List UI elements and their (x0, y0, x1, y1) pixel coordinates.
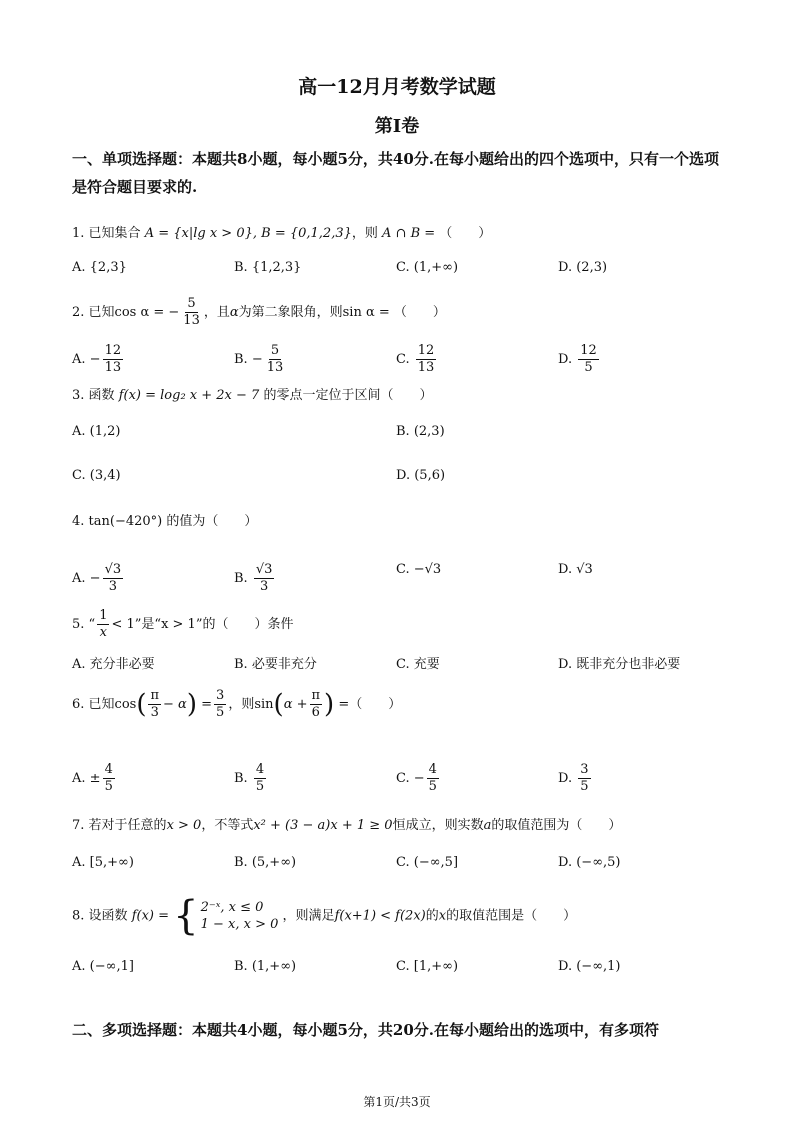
question-text: 为第二象限角，则sin α = (238, 305, 390, 320)
question-text: 的 (425, 908, 439, 924)
fraction: $\frac{\pi}{6}$ (311, 688, 321, 720)
option-label: D. (558, 771, 577, 786)
option-label: C. (396, 855, 414, 870)
option-label: C. (396, 771, 414, 786)
option-c (396, 959, 458, 974)
fraction: $\frac{4}{5}$ (255, 762, 265, 794)
question-text: 若对于任意的 (88, 818, 167, 833)
question-text: ，则满足 (282, 908, 335, 924)
option-text: {1,2,3} (251, 260, 302, 275)
option-label: C. (72, 468, 90, 483)
option-b: B. − $\frac{5}{13}$ (234, 343, 284, 375)
fraction: $\frac{√3}{3}$ (255, 562, 273, 594)
option-label: C. (396, 959, 414, 974)
option-label: C. (396, 657, 414, 672)
option-text: {2,3} (89, 260, 127, 275)
option-text: (1,+∞) (413, 260, 459, 275)
option-d (558, 260, 607, 275)
question-number: 7. (72, 818, 85, 833)
option-text: (−∞,5) (576, 855, 621, 870)
option-label: B. (234, 855, 252, 870)
math-expression: A = {x|lg x > 0}, B = {0,1,2,3} (144, 226, 352, 241)
option-label: D. (558, 959, 577, 974)
answer-blank: （ ） (439, 226, 492, 241)
question-text: ，且 (203, 305, 230, 320)
option-label: D. (558, 855, 577, 870)
option-label: B. (234, 571, 252, 586)
option-c (396, 562, 441, 577)
option-d (396, 468, 445, 483)
question-number: 2. (72, 305, 85, 320)
option-b (396, 424, 445, 439)
fraction: $\frac{12}{13}$ (104, 343, 122, 375)
page-title: 高一12月月考数学试题 (298, 76, 496, 98)
question-text: 设函数 (88, 908, 128, 924)
option-b (234, 562, 276, 595)
option-text: 充分非必要 (89, 657, 155, 672)
fraction: $\frac{3}{5}$ (580, 762, 589, 794)
option-c (396, 343, 438, 376)
option-a: A. − $\frac{√3}{3}$ (72, 562, 122, 594)
math-expression: f(x+1) < f(2x) (334, 908, 426, 924)
question-text: < 1”是“x > 1”的（ ）条件 (111, 617, 294, 632)
math-symbol: α (229, 305, 239, 320)
question-text: ，则 (351, 226, 378, 241)
question-6: 6. 已知cos( $\frac{\pi}{3}$ − α) = $\frac{3}{5}$ ，则sin(α + $\frac{\pi}{6}$ ) =（ ） (72, 688, 402, 720)
question-number: 4. (72, 514, 85, 529)
fraction: $\frac{12}{13}$ (417, 343, 435, 375)
option-label: B. (234, 657, 252, 672)
option-d (558, 653, 680, 672)
option-label: A. (72, 424, 90, 439)
question-text: 的值为（ ） (166, 514, 258, 529)
option-a (72, 653, 155, 672)
question-8: 8. 设函数 f(x) = { 2⁻ˣ, x ≤ 0 1 − x, x > 0 ，则满足f(x+1) < f(2x)的x的取值范围是（ ） (72, 893, 577, 939)
question-number: 6. (72, 697, 85, 712)
option-text: (1,2) (89, 424, 121, 439)
option-label: A. (72, 657, 90, 672)
option-text: 充要 (413, 657, 440, 672)
option-text: 既非充分也非必要 (576, 657, 681, 672)
option-label: A. (72, 959, 90, 974)
option-text: (1,+∞) (251, 959, 297, 974)
fraction: $\frac{√3}{3}$ (104, 562, 122, 594)
option-label: D. (558, 562, 577, 577)
option-label: D. (558, 352, 577, 367)
fraction: $\frac{1}{x}$ (99, 608, 108, 640)
option-label: A. (72, 352, 90, 367)
option-label: A. (72, 571, 90, 586)
math-expression: x > 0 (166, 818, 202, 833)
question-text: 已知cos (88, 697, 137, 712)
question-text: 的取值范围为（ ） (491, 818, 622, 833)
option-label: C. (396, 260, 414, 275)
option-label: D. (558, 657, 577, 672)
option-text: (−∞,1] (89, 959, 134, 974)
option-text: (2,3) (576, 260, 608, 275)
fraction: $\frac{3}{5}$ (216, 688, 225, 720)
fraction: $\frac{5}{13}$ (183, 296, 200, 328)
fraction: $\frac{4}{5}$ (428, 762, 437, 794)
question-5 (72, 608, 293, 641)
math-expression: f(x) = log₂ x + 2x − 7 (118, 388, 260, 403)
fraction: $\frac{5}{13}$ (266, 343, 284, 375)
option-c (396, 653, 440, 672)
option-a (72, 959, 134, 974)
section-1-heading: 一、单项选择题：本题共8小题，每小题5分，共40分.在每小题给出的四个选项中，只有一个选项是符合题目要求的. (72, 150, 719, 196)
page-footer: 第1页/共3页 (363, 1095, 431, 1109)
option-text: (3,4) (89, 468, 121, 483)
option-text: 必要非充分 (251, 657, 317, 672)
option-c (396, 260, 458, 275)
question-text: 恒成立，则实数 (392, 818, 484, 833)
option-label: C. (396, 562, 414, 577)
option-text: (5,+∞) (251, 855, 297, 870)
option-label: A. (72, 855, 90, 870)
option-d (558, 762, 593, 795)
question-3 (72, 384, 432, 403)
math-expression: f(x) = (131, 908, 170, 924)
option-text: (−∞,5] (413, 855, 459, 870)
option-text: [1,+∞) (413, 959, 459, 974)
question-text: 已知cos α = − (88, 305, 180, 320)
math-expression: x² + (3 − a)x + 1 ≥ 0 (253, 818, 393, 833)
option-c (72, 468, 121, 483)
option-a (72, 424, 120, 439)
question-number: 1. (72, 226, 85, 241)
option-a (72, 855, 134, 870)
question-text: ，则sin (228, 697, 274, 712)
option-a: A. − $\frac{12}{13}$ (72, 343, 122, 375)
option-label: C. (396, 352, 414, 367)
option-d (558, 855, 621, 870)
question-text: 的零点一定位于区间（ ） (263, 388, 433, 403)
option-label: B. (234, 771, 252, 786)
volume-subtitle: 第I卷 (374, 116, 420, 137)
option-label: B. (234, 260, 252, 275)
question-7: 7. 若对于任意的x > 0，不等式x² + (3 − a)x + 1 ≥ 0恒成立，则实数a的取值范围为（ ） (72, 818, 622, 833)
option-d (558, 959, 621, 974)
option-d (558, 343, 601, 376)
option-label: D. (558, 260, 577, 275)
answer-blank: （ ） (393, 305, 446, 320)
question-1 (72, 222, 491, 241)
math-expression: A ∩ B = (382, 226, 436, 241)
question-text: =（ ） (338, 697, 402, 712)
option-c: C. − $\frac{4}{5}$ (396, 762, 437, 794)
option-text: (2,3) (413, 424, 445, 439)
question-text: “ (88, 617, 96, 632)
math-expression: tan(−420°) (88, 514, 163, 529)
option-label: B. (396, 424, 414, 439)
question-number: 5. (72, 617, 85, 632)
question-text: ，不等式 (201, 818, 254, 833)
option-b (234, 855, 296, 870)
question-number: 8. (72, 908, 85, 924)
fraction: $\frac{4}{5}$ (104, 762, 113, 794)
option-text: −√3 (413, 562, 442, 577)
question-2 (72, 296, 446, 329)
option-label: A. (72, 771, 90, 786)
option-b (234, 959, 296, 974)
question-text: 已知集合 (88, 226, 141, 241)
option-c (396, 855, 458, 870)
option-text: (−∞,1) (576, 959, 621, 974)
fraction: $\frac{\pi}{3}$ (150, 688, 160, 720)
option-label: D. (396, 468, 415, 483)
option-b (234, 653, 317, 672)
option-d (558, 562, 593, 577)
section-2-heading: 二、多项选择题：本题共4小题，每小题5分，共20分.在每小题给出的选项中，有多项符 (72, 1021, 659, 1039)
option-a (72, 260, 127, 275)
option-text: (5,6) (414, 468, 446, 483)
question-text: 函数 (88, 388, 115, 403)
fraction: $\frac{12}{5}$ (580, 343, 597, 375)
option-a: A. ± $\frac{4}{5}$ (72, 762, 113, 794)
option-label: A. (72, 260, 90, 275)
question-text: 的取值范围是（ ） (446, 908, 577, 924)
question-4 (72, 510, 257, 529)
option-label: B. (234, 959, 252, 974)
option-b (234, 260, 301, 275)
option-text: [5,+∞) (89, 855, 134, 870)
option-b (234, 762, 268, 795)
piecewise-function: { 2⁻ˣ, x ≤ 0 1 − x, x > 0 (173, 893, 279, 939)
question-number: 3. (72, 388, 85, 403)
option-label: B. (234, 352, 252, 367)
option-text: √3 (576, 562, 593, 577)
